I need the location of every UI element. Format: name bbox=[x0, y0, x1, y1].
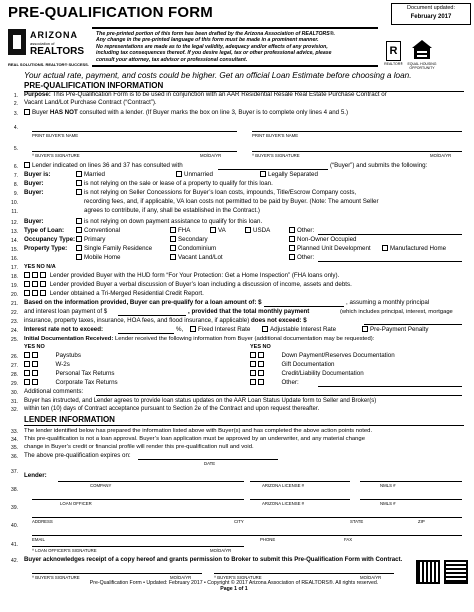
line-number: 18. bbox=[11, 274, 18, 280]
buyer-signature-field-2[interactable] bbox=[252, 151, 462, 152]
conventional-label: Conventional bbox=[84, 227, 121, 234]
purpose-label: Purpose: bbox=[24, 91, 51, 98]
mobile-label: Mobile Home bbox=[84, 254, 121, 261]
insurance-text-a: insurance, property taxes, insurance, HOA fees, and flood insurance, if applicable) bbox=[24, 317, 252, 324]
w2-no[interactable] bbox=[32, 361, 38, 367]
buyer-signature-label: ^ BUYER'S SIGNATURE bbox=[32, 575, 80, 580]
loan-approval-text-cont: change in Buyer’s credit or financial profile will render this pre-qualification null and void. bbox=[24, 444, 254, 450]
verbal-yes[interactable] bbox=[24, 281, 30, 287]
nmls-caption: NMLS # bbox=[380, 483, 396, 488]
personal-tax-label: Personal Tax Returns bbox=[55, 370, 115, 377]
nmls-caption: NMLS # bbox=[380, 501, 396, 506]
doc-updated-date: February 2017 bbox=[410, 14, 452, 20]
doc-updated-label: Document updated: bbox=[406, 5, 455, 11]
paystubs-label: Paystubs bbox=[55, 352, 81, 359]
personal-tax-no[interactable] bbox=[32, 370, 38, 376]
credit-row bbox=[24, 290, 204, 298]
concessions-checkbox[interactable] bbox=[76, 189, 82, 195]
l6-text-cont: (“Buyer”) and submits the following: bbox=[330, 162, 428, 169]
address-caption: ADDRESS bbox=[32, 519, 53, 524]
separated-checkbox[interactable] bbox=[260, 171, 266, 177]
line-number: 17. bbox=[11, 265, 18, 271]
married-checkbox[interactable] bbox=[76, 171, 82, 177]
line-number: 16. bbox=[11, 256, 18, 262]
unmarried-label: Unmarried bbox=[184, 171, 213, 178]
pud-label: Planned Unit Development bbox=[297, 245, 371, 252]
line-number: 23. bbox=[11, 319, 18, 325]
line-number: 26. bbox=[11, 354, 18, 360]
initial-docs-label: Initial Documentation Received: bbox=[24, 336, 114, 342]
verbal-na[interactable] bbox=[40, 281, 46, 287]
line-number: 27. bbox=[11, 363, 18, 369]
credit-text: Lender obtained a Tri-Merged Residential Credit Report. bbox=[49, 290, 204, 297]
realtor-r-icon: R bbox=[386, 41, 401, 61]
sale-lease-row bbox=[76, 180, 273, 188]
line-number: 32. bbox=[11, 407, 18, 413]
sfr-label: Single Family Residence bbox=[84, 245, 153, 252]
w2-label: W-2s bbox=[55, 361, 70, 368]
line-number: 2. bbox=[13, 101, 18, 107]
prop-manufactured[interactable] bbox=[382, 245, 446, 253]
down-payment-yes[interactable] bbox=[250, 352, 256, 358]
mobile-checkbox[interactable] bbox=[76, 254, 82, 260]
w2-yes[interactable] bbox=[24, 361, 30, 367]
buyer-label: Buyer: bbox=[24, 189, 44, 196]
realtor-caption: REALTOR® bbox=[384, 62, 403, 66]
yes-no-na-header: YES NO N/A bbox=[24, 264, 56, 270]
hud-yes[interactable] bbox=[24, 272, 30, 278]
line-number: 39. bbox=[11, 505, 18, 511]
expires-date-field[interactable] bbox=[138, 459, 278, 460]
credit-na[interactable] bbox=[40, 290, 46, 296]
date-caption: DATE bbox=[204, 461, 216, 466]
logo-association: association of bbox=[30, 41, 55, 46]
doc-updated-box bbox=[391, 3, 471, 25]
doc-corporate-tax bbox=[24, 379, 118, 387]
credit-yes[interactable] bbox=[24, 290, 30, 296]
logo-realtors: REALTORS bbox=[30, 46, 85, 57]
loan-type-other-field[interactable] bbox=[318, 234, 462, 235]
line-number: 11. bbox=[11, 209, 18, 215]
pi-payment-field[interactable] bbox=[118, 315, 186, 316]
max-payment-field[interactable] bbox=[364, 324, 462, 325]
lender-consulted-checkbox[interactable] bbox=[24, 162, 30, 168]
hud-row bbox=[24, 272, 339, 280]
vacant-label: Vacant Land/Lot bbox=[178, 254, 223, 261]
intro-line: including tax consequences thereof. If you desire legal, tax or other professional advice, please bbox=[96, 50, 332, 57]
line-number: 13. bbox=[11, 229, 18, 235]
az-license-caption: ARIZONA LICENSE # bbox=[262, 501, 305, 506]
manufactured-checkbox[interactable] bbox=[382, 245, 388, 251]
purpose-text bbox=[24, 91, 387, 99]
down-payment-doc-label: Down Payment/Reserves Documentation bbox=[281, 352, 395, 359]
line-number: 22. bbox=[11, 310, 18, 316]
sfr-checkbox[interactable] bbox=[76, 245, 82, 251]
fha-checkbox[interactable] bbox=[170, 227, 176, 233]
expires-label: The above pre-qualification expires on: bbox=[24, 452, 131, 459]
prop-vacant[interactable] bbox=[170, 254, 223, 262]
arizona-realtors-logo-icon bbox=[8, 29, 26, 55]
acknowledgement-text: Buyer acknowledges receipt of a copy hereof and grants permission to Broker to submit this Pre-Qualification Form with Contract. bbox=[24, 556, 403, 563]
credit-no[interactable] bbox=[32, 290, 38, 296]
hud-text: Lender provided Buyer with the HUD form “For Your Protection: Get a Home Inspection” (FHA loans only). bbox=[49, 272, 340, 279]
line-number: 33. bbox=[11, 429, 18, 435]
separated-option[interactable] bbox=[260, 171, 318, 179]
occ-secondary[interactable] bbox=[170, 236, 208, 244]
prop-other-checkbox[interactable] bbox=[289, 254, 295, 260]
loan-amount-field[interactable] bbox=[264, 306, 344, 307]
loan-type-other[interactable] bbox=[289, 227, 314, 235]
fixed-rate-checkbox[interactable] bbox=[190, 326, 196, 332]
date-label: MO/DA/YR bbox=[170, 575, 192, 580]
line-number: 6. bbox=[13, 164, 18, 170]
total-payment-text: , provided that the total monthly payment bbox=[188, 308, 310, 315]
line-number: 9. bbox=[13, 191, 18, 197]
buyer-label: Buyer: bbox=[24, 180, 44, 187]
prop-condo[interactable] bbox=[170, 245, 216, 253]
concessions-text: is not relying on Seller Concessions for Buyer’s loan costs, impounds, Title/Escrow Company costs, bbox=[84, 189, 357, 196]
prop-mobile[interactable] bbox=[76, 254, 120, 262]
conventional-checkbox[interactable] bbox=[76, 227, 82, 233]
loan-officer-field[interactable] bbox=[32, 499, 244, 500]
line-number: 3. bbox=[13, 111, 18, 117]
occ-non-owner[interactable] bbox=[289, 236, 357, 244]
vacant-checkbox[interactable] bbox=[170, 254, 176, 260]
credit-liability-yes[interactable] bbox=[250, 370, 256, 376]
condo-checkbox[interactable] bbox=[170, 245, 176, 251]
l3-text-cont: consulted with a lender. (If Buyer marks the box on line 3, Buyer is to complete only lines 4 and 5.) bbox=[77, 109, 349, 116]
lo-nmls-field[interactable] bbox=[360, 499, 462, 500]
loan-type-fha[interactable] bbox=[170, 227, 190, 235]
sale-lease-text: is not relying on the sale or lease of a property to qualify for this loan. bbox=[84, 180, 273, 187]
line-number: 25. bbox=[11, 337, 18, 343]
company-caption: COMPANY bbox=[90, 483, 112, 488]
prop-sfr[interactable] bbox=[76, 245, 152, 253]
line-number: 36. bbox=[11, 454, 18, 460]
verbal-row bbox=[24, 281, 352, 289]
section-lender-header: LENDER INFORMATION bbox=[24, 415, 464, 426]
line-number: 5. bbox=[13, 146, 18, 152]
company-az-license-field[interactable] bbox=[250, 481, 350, 482]
line-number: 42. bbox=[11, 558, 18, 564]
loan-approval-text: This pre-qualification is not a loan approval. Buyer’s loan application must be approved by an underwriter, and any material change bbox=[24, 436, 365, 442]
yes-no-header: YES NO bbox=[24, 344, 45, 350]
prepayment-option[interactable] bbox=[362, 326, 428, 334]
line-number: 20. bbox=[11, 292, 18, 298]
phone-caption: PHONE bbox=[260, 537, 276, 542]
doc-other-label: Other: bbox=[281, 379, 299, 386]
loan-type-conventional[interactable] bbox=[76, 227, 120, 235]
line-number: 40. bbox=[11, 523, 18, 529]
email-caption: EMAIL bbox=[32, 537, 45, 542]
az-license-caption: ARIZONA LICENSE # bbox=[262, 483, 305, 488]
address-field[interactable] bbox=[32, 517, 462, 518]
doc-other bbox=[250, 379, 299, 387]
secondary-checkbox[interactable] bbox=[170, 236, 176, 242]
line-number: 24. bbox=[11, 328, 18, 334]
buyer-name-field[interactable] bbox=[218, 169, 328, 170]
line-number: 30. bbox=[11, 390, 18, 396]
initial-docs-row bbox=[24, 335, 374, 343]
line-number: 29. bbox=[11, 381, 18, 387]
property-type-label: Property Type: bbox=[24, 245, 68, 252]
line-number: 10. bbox=[11, 200, 18, 206]
loan-type-label: Type of Loan: bbox=[24, 227, 65, 234]
doc-credit-liability bbox=[250, 370, 364, 378]
l6-text: Lender indicated on lines 36 and 37 has consulted with bbox=[32, 162, 183, 169]
line-number: 4. bbox=[13, 125, 18, 131]
down-payment-no[interactable] bbox=[258, 352, 264, 358]
personal-tax-yes[interactable] bbox=[24, 370, 30, 376]
occ-primary[interactable] bbox=[76, 236, 105, 244]
gift-yes[interactable] bbox=[250, 361, 256, 367]
status-update-text: Buyer has instructed, and Lender agrees to provide loan status updates on the AAR Loan Status Update form to Seller and Broker(s) bbox=[24, 398, 377, 404]
email-phone-fax-field[interactable] bbox=[32, 535, 462, 536]
intro-line: consult your attorney, tax advisor or professional consultant. bbox=[96, 56, 248, 63]
pud-checkbox[interactable] bbox=[289, 245, 295, 251]
credit-liability-no[interactable] bbox=[258, 370, 264, 376]
loan-amount-text: Based on the information provided, Buyer can pre-qualify for a loan amount of: $ bbox=[24, 299, 262, 306]
company-field[interactable] bbox=[58, 481, 244, 482]
usda-checkbox[interactable] bbox=[245, 227, 251, 233]
gift-no[interactable] bbox=[258, 361, 264, 367]
zip-caption: ZIP bbox=[418, 519, 425, 524]
corporate-tax-yes[interactable] bbox=[24, 379, 30, 385]
fixed-rate-option[interactable] bbox=[190, 326, 250, 334]
l3-bold: HAS NOT bbox=[49, 109, 78, 116]
separated-label: Legally Separated bbox=[268, 171, 318, 178]
lo-signature-field[interactable] bbox=[32, 546, 244, 547]
secondary-label: Secondary bbox=[178, 236, 208, 243]
interest-rate-field[interactable] bbox=[118, 333, 174, 334]
other-label: Other: bbox=[297, 227, 315, 234]
eho-caption: EQUAL HOUSING OPPORTUNITY bbox=[407, 62, 437, 70]
logo-tagline: REAL SOLUTIONS. REALTOR® SUCCESS. bbox=[8, 62, 89, 67]
prepayment-checkbox[interactable] bbox=[362, 326, 368, 332]
line-number: 38. bbox=[11, 487, 18, 493]
line-number: 15. bbox=[11, 247, 18, 253]
bottom-buyer-signature-2[interactable] bbox=[214, 573, 394, 574]
gift-label: Gift Documentation bbox=[281, 361, 335, 368]
doc-other-yes[interactable] bbox=[250, 379, 256, 385]
not-consulted-checkbox[interactable] bbox=[24, 109, 30, 115]
verbal-text: Lender provided Buyer a verbal discussion of Buyer’s loan including a discussion of income, assets and debts. bbox=[49, 281, 352, 288]
qr-code-icon bbox=[444, 560, 468, 584]
verbal-no[interactable] bbox=[32, 281, 38, 287]
equal-housing-icon bbox=[411, 39, 433, 61]
line-number: 41. bbox=[11, 542, 18, 548]
page-title: PRE-QUALIFICATION FORM bbox=[8, 4, 213, 21]
buyer-signature-label: ^ BUYER'S SIGNATURE bbox=[252, 153, 300, 158]
lender-label: Lender: bbox=[24, 472, 47, 479]
loan-type-usda[interactable] bbox=[245, 227, 270, 235]
insurance-text-b: does not exceed: $ bbox=[251, 317, 307, 324]
paystubs-yes[interactable] bbox=[24, 352, 30, 358]
lo-signature-caption: ^ LOAN OFFICER'S SIGNATURE bbox=[32, 548, 97, 553]
initial-docs-text: Lender received the following information from Buyer (additional documentation may be requested): bbox=[113, 336, 375, 342]
doc-personal-tax bbox=[24, 370, 115, 378]
lender-prepared-text: The lender identified below has prepared the information listed above with Buyer(s) and has completed the above action points noted. bbox=[24, 428, 373, 434]
non-owner-checkbox[interactable] bbox=[289, 236, 295, 242]
insurance-text bbox=[24, 317, 307, 325]
l3-text: Buyer bbox=[32, 109, 50, 116]
married-label: Married bbox=[84, 171, 105, 178]
loan-officer-caption: LOAN OFFICER bbox=[60, 501, 92, 506]
not-consulted-row bbox=[24, 109, 348, 117]
line-number: 1. bbox=[13, 93, 18, 99]
line-number: 8. bbox=[13, 182, 18, 188]
line-number: 37. bbox=[11, 469, 18, 475]
additional-comments-label: Additional comments: bbox=[24, 388, 84, 395]
intro-line: The pre-printed portion of this form has been drafted by the Arizona Association of REALTORS®. bbox=[96, 31, 336, 37]
additional-comments-field[interactable] bbox=[96, 395, 462, 396]
print-buyer-name-field-1[interactable] bbox=[32, 131, 237, 132]
unmarried-checkbox[interactable] bbox=[176, 171, 182, 177]
lo-az-license-field[interactable] bbox=[250, 499, 350, 500]
footer bbox=[24, 580, 444, 592]
usda-label: USDA bbox=[253, 227, 271, 234]
prop-other-field[interactable] bbox=[318, 261, 462, 262]
intro-line: No representations are made as to the legal validity, adequacy and/or effects of any provision, bbox=[96, 43, 328, 50]
doc-paystubs bbox=[24, 352, 81, 360]
adjustable-rate-label: Adjustable Interest Rate bbox=[270, 326, 337, 333]
total-payment-text-cont: (which includes principal, interest, mortgage bbox=[340, 309, 453, 315]
concessions-row bbox=[76, 189, 356, 197]
date-label: MO/DA/YR bbox=[360, 575, 382, 580]
section-prequal-header: PRE-QUALIFICATION INFORMATION bbox=[24, 81, 464, 92]
company-nmls-field[interactable] bbox=[360, 481, 462, 482]
down-payment-text: is not relying on down payment assistance to qualify for this loan. bbox=[84, 218, 263, 225]
adjustable-rate-option[interactable] bbox=[262, 326, 336, 334]
date-label: MO/DA/YR bbox=[210, 548, 232, 553]
corporate-tax-label: Corporate Tax Returns bbox=[55, 379, 118, 386]
credit-liability-label: Credit/Liability Documentation bbox=[281, 370, 364, 377]
prop-other-label: Other: bbox=[297, 254, 315, 261]
subtitle: Your actual rate, payment, and costs could be higher. Get an official Loan Estimate before choosing a loan. bbox=[24, 71, 412, 80]
line-number: 12. bbox=[11, 220, 18, 226]
city-caption: CITY bbox=[234, 519, 244, 524]
intro-disclaimer bbox=[92, 27, 378, 67]
pi-payment-text: and interest loan payment of $ bbox=[24, 308, 108, 315]
doc-gift bbox=[250, 361, 334, 369]
condo-label: Condominium bbox=[178, 245, 217, 252]
prop-pud[interactable] bbox=[289, 245, 371, 253]
date-label: MO/DA/YR bbox=[200, 153, 222, 158]
doc-down-payment bbox=[250, 352, 395, 360]
fixed-rate-label: Fixed Interest Rate bbox=[198, 326, 251, 333]
hud-na[interactable] bbox=[40, 272, 46, 278]
buyer-label: Buyer: bbox=[24, 218, 44, 225]
date-label: MO/DA/YR bbox=[430, 153, 452, 158]
line-number: 34. bbox=[11, 437, 18, 443]
line-number: 21. bbox=[11, 301, 18, 307]
intro-line: Any change in the pre-printed language of this form must be made in a prominent manner. bbox=[96, 37, 319, 44]
married-option[interactable] bbox=[76, 171, 105, 179]
concessions-text-cont: agrees to contribute, if any, shall be established in the Contract.) bbox=[84, 207, 260, 214]
buyer-signature-label: ^ BUYER'S SIGNATURE bbox=[32, 153, 80, 158]
print-buyer-name-field-2[interactable] bbox=[252, 131, 462, 132]
primary-checkbox[interactable] bbox=[76, 236, 82, 242]
line-number: 19. bbox=[11, 283, 18, 289]
concessions-text-cont: recording fees, and, if applicable, VA loan costs not permitted to be paid by Buyer. (Note: The amount Seller bbox=[84, 198, 379, 205]
line-number: 14. bbox=[11, 238, 18, 244]
doc-w2 bbox=[24, 361, 70, 369]
loan-amount-text-cont: , assuming a monthly principal bbox=[346, 299, 430, 306]
occupancy-label: Occupancy Type: bbox=[24, 236, 76, 243]
print-buyer-name-label: PRINT BUYER'S NAME bbox=[252, 133, 299, 138]
lender-consulted-row bbox=[24, 162, 183, 170]
hud-no[interactable] bbox=[32, 272, 38, 278]
purpose-body: This Pre-Qualification Form is to be used in conjunction with an AAR Residential Resale Real Estate Purchase Contract or bbox=[50, 91, 387, 98]
bottom-buyer-signature-1[interactable] bbox=[32, 573, 202, 574]
fha-label: FHA bbox=[178, 227, 191, 234]
adjustable-rate-checkbox[interactable] bbox=[262, 326, 268, 332]
paystubs-no[interactable] bbox=[32, 352, 38, 358]
logo-arizona: ARIZONA bbox=[30, 30, 78, 40]
down-payment-checkbox[interactable] bbox=[76, 218, 82, 224]
interest-rate-label: Interest rate not to exceed: bbox=[24, 326, 104, 333]
sale-lease-checkbox[interactable] bbox=[76, 180, 82, 186]
line-number: 35. bbox=[11, 445, 18, 451]
down-payment-row bbox=[76, 218, 262, 226]
primary-label: Primary bbox=[84, 236, 106, 243]
doc-other-field[interactable] bbox=[318, 386, 462, 387]
va-label: VA bbox=[218, 227, 226, 234]
doc-other-no[interactable] bbox=[258, 379, 264, 385]
footer-copyright: Pre-Qualification Form • Updated: February 2017 • Copyright © 2017 Arizona Association of REALTORS®. All rights reserved. bbox=[89, 580, 379, 586]
yes-no-header: YES NO bbox=[250, 344, 271, 350]
footer-page: Page 1 of 1 bbox=[220, 586, 248, 592]
prop-other[interactable] bbox=[289, 254, 314, 262]
percent-sign: %, bbox=[176, 326, 184, 333]
buyer-signature-label: ^ BUYER'S SIGNATURE bbox=[214, 575, 262, 580]
other-checkbox[interactable] bbox=[289, 227, 295, 233]
line-number: 28. bbox=[11, 372, 18, 378]
non-owner-label: Non-Owner Occupied bbox=[297, 236, 357, 243]
state-caption: STATE bbox=[350, 519, 364, 524]
print-buyer-name-label: PRINT BUYER'S NAME bbox=[32, 133, 79, 138]
buyer-signature-field-1[interactable] bbox=[32, 151, 237, 152]
unmarried-option[interactable] bbox=[176, 171, 213, 179]
status-update-text-cont: within ten (10) days of Contract acceptance pursuant to Section 2e of the Contract and upon request thereafter. bbox=[24, 406, 320, 412]
loan-type-va[interactable] bbox=[210, 227, 226, 235]
buyer-is-label: Buyer is: bbox=[24, 171, 51, 178]
line-number: 31. bbox=[11, 399, 18, 405]
prepayment-label: Pre-Payment Penalty bbox=[370, 326, 429, 333]
line-number: 7. bbox=[13, 173, 18, 179]
fax-caption: FAX bbox=[344, 537, 353, 542]
purpose-text-cont: Vacant Land/Lot Purchase Contract (“Contract”). bbox=[24, 99, 157, 106]
manufactured-label: Manufactured Home bbox=[390, 245, 447, 252]
va-checkbox[interactable] bbox=[210, 227, 216, 233]
corporate-tax-no[interactable] bbox=[32, 379, 38, 385]
